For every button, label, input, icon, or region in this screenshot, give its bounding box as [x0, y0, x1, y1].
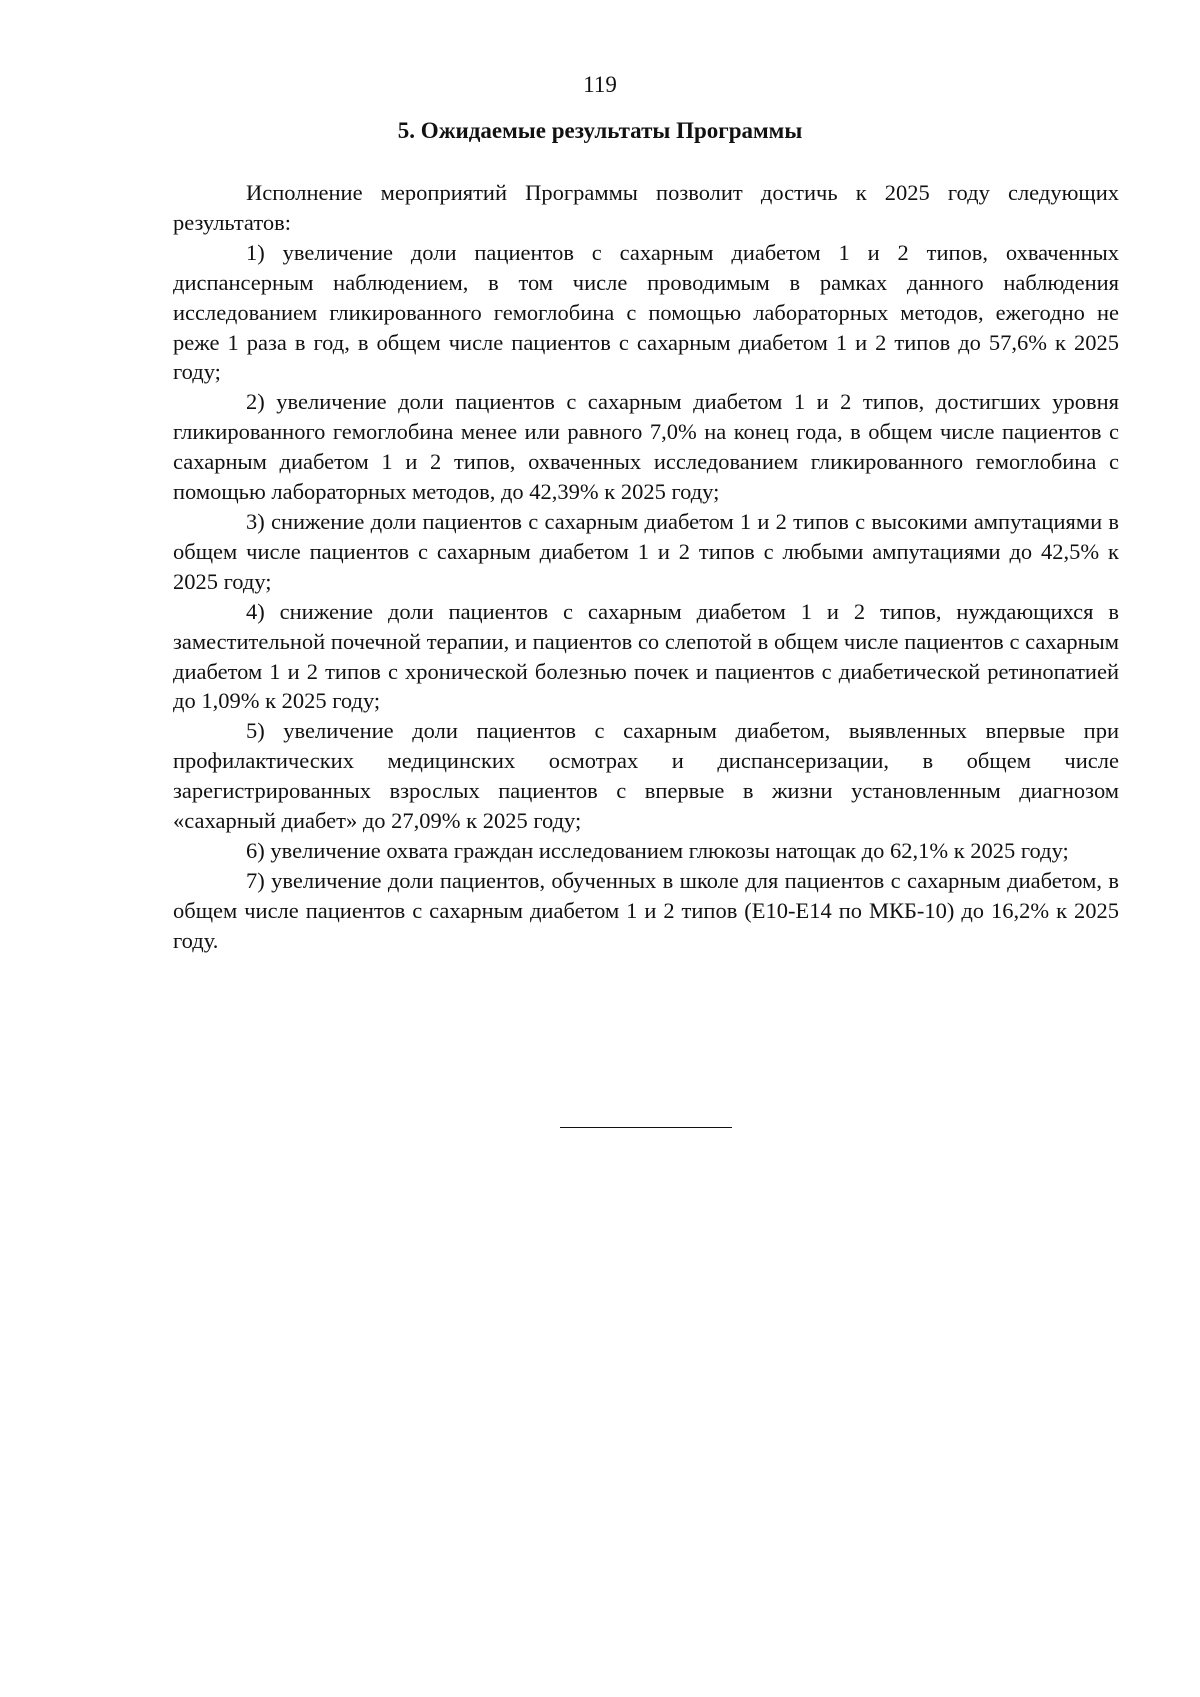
result-item-2: 2) увеличение доли пациентов с сахарным диабетом 1 и 2 типов, достигших уровня гликированного гемоглобина менее или равного 7,0% на конец года, в общем числе пациентов с сахарным диабетом 1 и 2 типов, охваченных исследованием гликированного гемоглобина с помощью лабораторных методов, до 42,39% к 2025 году;	[173, 389, 1119, 505]
result-item-7: 7) увеличение доли пациентов, обученных в школе для пациентов с сахарным диабетом, в общем числе пациентов с сахарным диабетом 1 и 2 типов (Е10-Е14 по МКБ-10) до 16,2% к 2025 году.	[173, 867, 1119, 953]
section-heading: 5. Ожидаемые результаты Программы	[397, 118, 803, 143]
result-item-5: 5) увеличение доли пациентов с сахарным диабетом, выявленных впервые при профилактических медицинских осмотрах и диспансеризации, в общем числе зарегистрированных взрослых пациентов с впервые в жизни установленным диагнозом «сахарный диабет» до 27,09% к 2025 году;	[173, 718, 1119, 834]
intro-paragraph: Исполнение мероприятий Программы позволит достичь к 2025 году следующих результатов:	[173, 180, 1119, 235]
result-item-3: 3) снижение доли пациентов с сахарным диабетом 1 и 2 типов с высокими ампутациями в общем числе пациентов с сахарным диабетом 1 и 2 типов с любыми ампутациями до 42,5% к 2025 году;	[173, 508, 1119, 594]
page-number: 119	[583, 72, 617, 97]
result-item-4: 4) снижение доли пациентов с сахарным диабетом 1 и 2 типов, нуждающихся в заместительной почечной терапии, и пациентов со слепотой в общем числе пациентов с сахарным диабетом 1 и 2 типов с хронической болезнью почек и пациентов с диабетической ретинопатией до 1,09% к 2025 году;	[173, 598, 1119, 714]
section-body	[173, 178, 1119, 956]
result-item-1: 1) увеличение доли пациентов с сахарным диабетом 1 и 2 типов, охваченных диспансерным наблюдением, в том числе проводимым в рамках данного наблюдения исследованием гликированного гемоглобина с помощью лабораторных методов, ежегодно не реже 1 раза в год, в общем числе пациентов с сахарным диабетом 1 и 2 типов до 57,6% к 2025 году;	[173, 239, 1119, 385]
result-item-6: 6) увеличение охвата граждан исследованием глюкозы натощак до 62,1% к 2025 году;	[246, 837, 1069, 863]
end-divider-line	[560, 1127, 732, 1128]
